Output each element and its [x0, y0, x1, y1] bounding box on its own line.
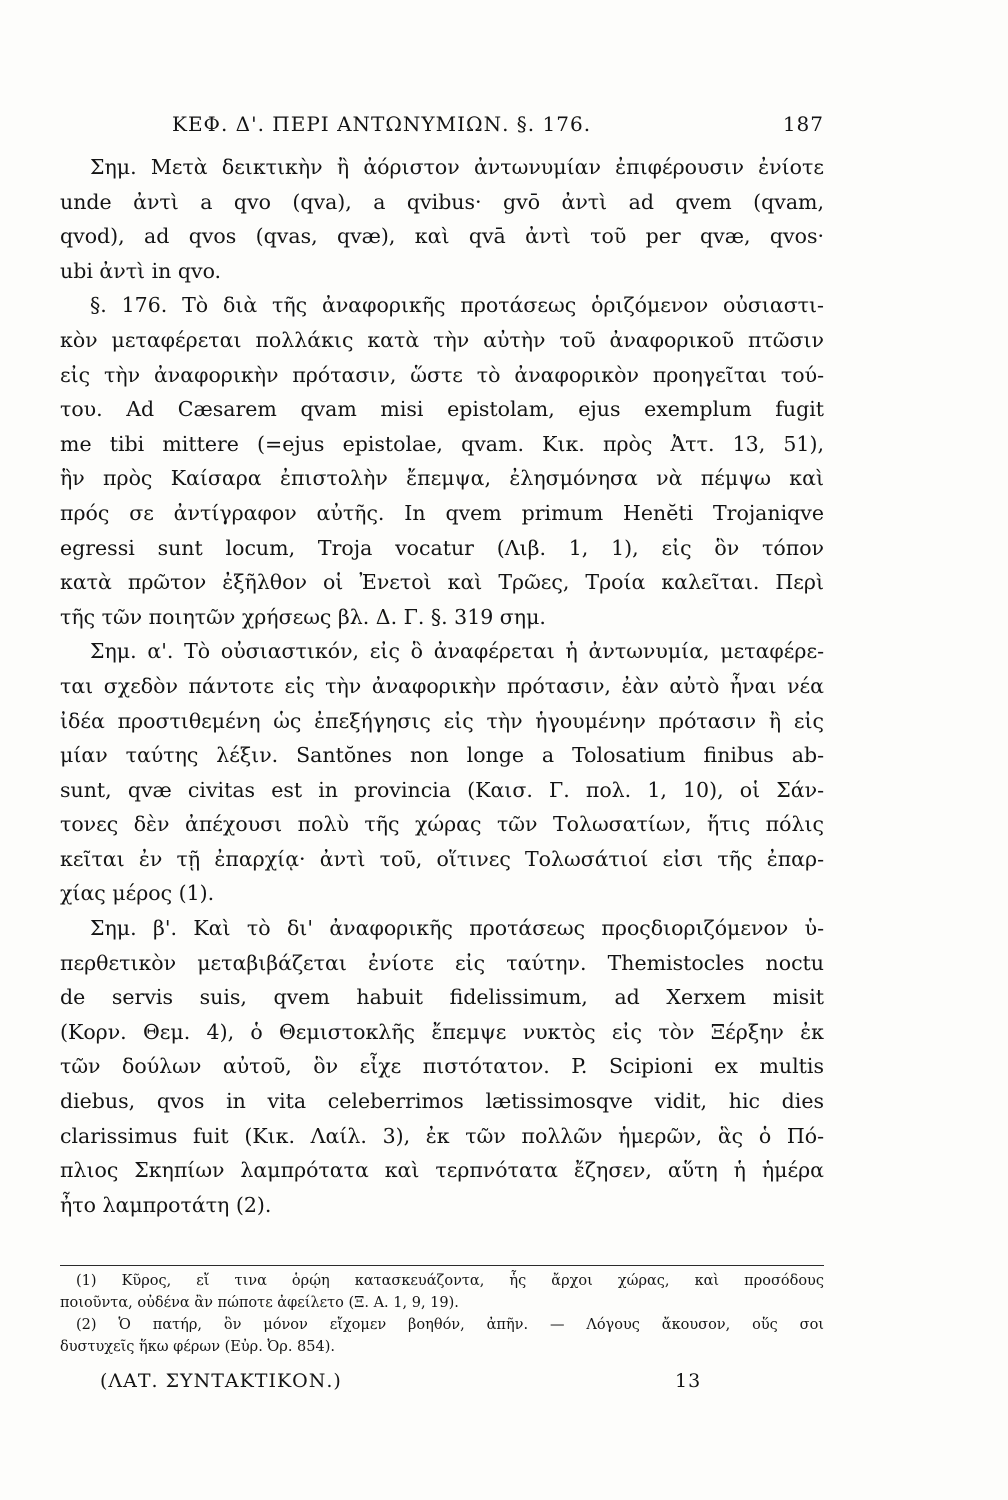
- text-line: πλιος Σκηπίων λαμπρότατα καὶ τερπνότατα ἔζησεν, αὕτη ἡ ἡμέρα: [60, 1158, 824, 1183]
- footnote-line: (1) Κῦρος, εἴ τινα ὁρῴη κατασκευάζοντα, ἧς ἄρχοι χώρας, καὶ προσόδους: [76, 1273, 824, 1289]
- text-line: πρός σε ἀντίγραφον αὐτῆς. In qvem primum Henĕti Trojaniqve: [60, 500, 824, 525]
- text-line: κεῖται ἐν τῇ ἐπαρχίᾳ· ἀντὶ τοῦ, οἵτινες Τολωσάτιοί εἰσι τῆς ἐπαρ-: [60, 846, 824, 871]
- printer-signature: [60, 1370, 824, 1400]
- footnote-line: (2) Ὁ πατήρ, ὃν μόνον εἴχομεν βοηθόν, ἀπῆν. — Λόγους ἄκουσον, οὕς σοι: [76, 1317, 824, 1333]
- text-line: ubi ἀντὶ in qvo.: [60, 258, 222, 283]
- text-line: κατὰ πρῶτον ἐξῆλθον οἱ Ἐνετοὶ καὶ Τρῶες, Τροία καλεῖται. Περὶ: [60, 570, 824, 595]
- text-line: clarissimus fuit (Κικ. Λαίλ. 3), ἐκ τῶν πολλῶν ἡμερῶν, ἃς ὁ Πό-: [60, 1123, 824, 1148]
- text-line: diebus, qvos in vita celeberrimos lætissimosqve vidit, hic dies: [60, 1089, 824, 1114]
- footnote-line: ποιοῦντα, οὐδένα ἂν πώποτε ἀφείλετο (Ξ. Α. 1, 9, 19).: [60, 1295, 459, 1311]
- running-head-title: ΚΕΦ. Δ'. ΠΕΡΙ ΑΝΤΩΝΥΜΙΩΝ. §. 176.: [172, 112, 592, 136]
- footnotes: [60, 1270, 824, 1358]
- text-line: ται σχεδὸν πάντοτε εἰς τὴν ἀναφορικὴν πρότασιν, ἐὰν αὐτὸ ἦναι νέα: [60, 673, 824, 698]
- text-line: ἰδέα προστιθεμένη ὡς ἐπεξήγησις εἰς τὴν ἡγουμένην πρότασιν ἢ εἰς: [60, 708, 824, 733]
- section-heading-line: §. 176. Τὸ διὰ τῆς ἀναφορικῆς προτάσεως ὁριζόμενον οὐσιαστι-: [90, 293, 824, 318]
- main-text: [60, 150, 824, 1222]
- footnote-divider: [60, 1265, 824, 1266]
- text-line: qvod), ad qvos (qvas, qvæ), καὶ qvā ἀντὶ τοῦ per qvæ, qvos·: [60, 224, 824, 249]
- text-line: me tibi mittere (=ejus epistolae, qvam. Κικ. πρὸς Ἀττ. 13, 51),: [60, 431, 824, 456]
- text-line: Σημ. α'. Τὸ οὐσιαστικόν, εἰς ὃ ἀναφέρεται ἡ ἀντωνυμία, μεταφέρε-: [90, 639, 824, 664]
- running-header: [60, 112, 824, 146]
- text-line: unde ἀντὶ a qvo (qva), a qvibus· gvō ἀντὶ ad qvem (qvam,: [60, 189, 824, 214]
- text-line: περθετικὸν μεταβιβάζεται ἐνίοτε εἰς ταύτην. Themistocles noctu: [60, 950, 824, 975]
- text-line: τῆς τῶν ποιητῶν χρήσεως βλ. Δ. Γ. §. 319 σημ.: [60, 604, 546, 629]
- page-number: 187: [782, 112, 824, 136]
- text-line: ἣν πρὸς Καίσαρα ἐπιστολὴν ἔπεμψα, ἐλησμόνησα νὰ πέμψω καὶ: [60, 466, 824, 491]
- text-line: egressi sunt locum, Troja vocatur (Λιβ. 1, 1), εἰς ὃν τόπον: [60, 535, 824, 560]
- text-line: de servis suis, qvem habuit fidelissimum, ad Xerxem misit: [60, 985, 824, 1010]
- text-line: μίαν ταύτης λέξιν. Santŏnes non longe a Tolosatium finibus ab-: [60, 743, 824, 768]
- text-line: χίας μέρος (1).: [60, 881, 215, 906]
- signature-number: 13: [675, 1370, 702, 1392]
- text-line: τονες δὲν ἀπέχουσι πολὺ τῆς χώρας τῶν Τολωσατίων, ἥτις πόλις: [60, 812, 824, 837]
- text-line: Σημ. Μετὰ δεικτικὴν ἢ ἀόριστον ἀντωνυμίαν ἐπιφέρουσιν ἐνίοτε: [90, 155, 824, 179]
- footnote-line: δυστυχεῖς ἥκω φέρων (Εὐρ. Ὀρ. 854).: [60, 1339, 335, 1355]
- text-line: sunt, qvæ civitas est in provincia (Καισ. Γ. πολ. 1, 10), οἱ Σάν-: [60, 777, 824, 802]
- text-line: κὸν μεταφέρεται πολλάκις κατὰ τὴν αὐτὴν τοῦ ἀναφορικοῦ πτῶσιν: [60, 327, 824, 352]
- text-line: ἦτο λαμπροτάτη (2).: [60, 1192, 272, 1217]
- text-line: εἰς τὴν ἀναφορικὴν πρότασιν, ὥστε τὸ ἀναφορικὸν προηγεῖται τού-: [60, 362, 824, 387]
- text-line: Σημ. β'. Καὶ τὸ δι' ἀναφορικῆς προτάσεως προςδιοριζόμενον ὑ-: [90, 916, 824, 941]
- text-line: του. Ad Cæsarem qvam misi epistolam, ejus exemplum fugit: [60, 397, 824, 422]
- signature-title: (ΛΑΤ. ΣΥΝΤΑΚΤΙΚΟΝ.): [100, 1370, 342, 1392]
- text-line: (Κορν. Θεμ. 4), ὁ Θεμιστοκλῆς ἔπεμψε νυκτὸς εἰς τὸν Ξέρξην ἐκ: [60, 1019, 824, 1044]
- text-line: τῶν δούλων αὐτοῦ, ὃν εἶχε πιστότατον. P. Scipioni ex multis: [60, 1054, 824, 1079]
